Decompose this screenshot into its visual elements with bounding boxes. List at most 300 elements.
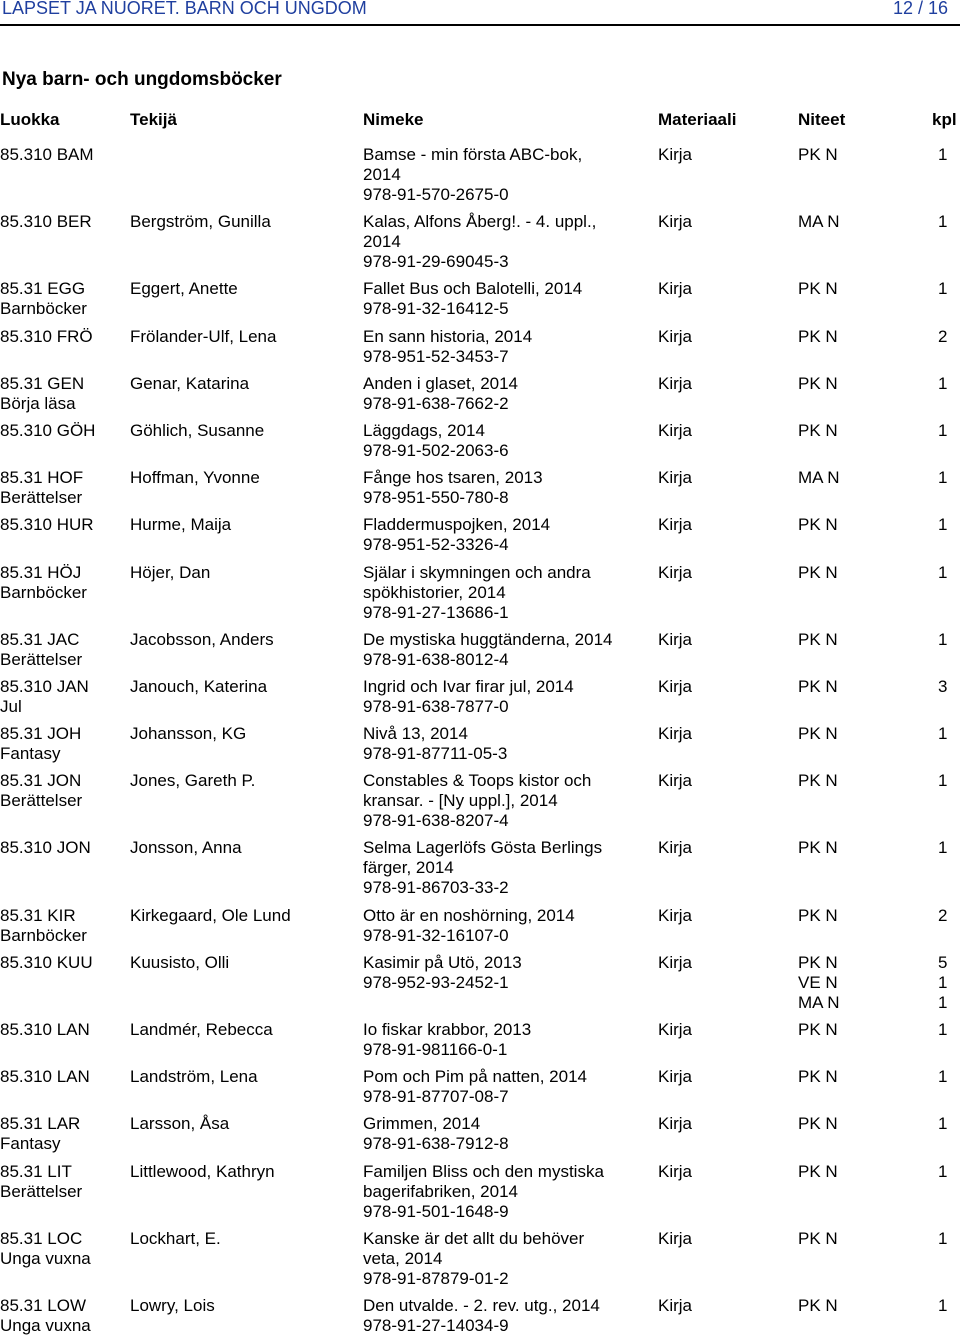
title-cell-line: Fladdermuspojken, 2014 xyxy=(363,515,551,535)
classification-cell-line: 85.31 LAR xyxy=(0,1114,81,1134)
title-cell-line: Kanske är det allt du behöver xyxy=(363,1228,585,1248)
author-cell xyxy=(130,677,267,697)
classification-cell xyxy=(0,906,87,946)
title-cell-line: 978-91-86703-33-2 xyxy=(363,878,509,898)
material-cell-line: Kirja xyxy=(658,515,693,535)
classification-cell xyxy=(0,1296,91,1336)
location-cell-line: PK N xyxy=(798,145,838,164)
classification-cell-line: 85.310 BER xyxy=(0,212,92,232)
author-cell-line: Hoffman, Yvonne xyxy=(130,468,260,488)
title-cell-line: 978-91-87879-01-2 xyxy=(363,1268,509,1288)
location-cell xyxy=(798,145,838,165)
table-row xyxy=(0,421,960,468)
title-cell-line: kransar. - [Ny uppl.], 2014 xyxy=(363,791,558,811)
author-cell-line: Hurme, Maija xyxy=(130,515,232,535)
title-cell-line: 978-951-52-3326-4 xyxy=(363,535,509,555)
count-cell xyxy=(938,374,947,394)
count-cell-line: 2 xyxy=(938,905,948,925)
title-cell-line: 978-91-638-8012-4 xyxy=(363,649,509,669)
classification-cell xyxy=(0,563,87,603)
location-cell xyxy=(798,1020,838,1040)
location-cell xyxy=(798,771,838,791)
table-row xyxy=(0,953,960,1020)
count-cell-line: 1 xyxy=(938,212,948,232)
title-cell-line: 978-952-93-2452-1 xyxy=(363,972,509,992)
title-cell xyxy=(363,515,550,555)
location-cell xyxy=(798,279,838,299)
material-cell-line: Kirja xyxy=(658,676,693,696)
author-cell xyxy=(130,212,271,232)
location-cell xyxy=(798,327,838,347)
material-cell xyxy=(658,724,692,744)
classification-cell-line: 85.31 LOW xyxy=(0,1295,86,1315)
title-cell-line: 978-951-52-3453-7 xyxy=(363,346,509,366)
title-cell-line: spökhistorier, 2014 xyxy=(363,582,506,602)
author-cell-line: Genar, Katarina xyxy=(130,373,250,393)
classification-cell xyxy=(0,327,93,347)
classification-cell-line: Jul xyxy=(0,696,22,716)
count-cell-line: 1 xyxy=(938,1161,948,1181)
title-cell xyxy=(363,906,575,946)
classification-cell xyxy=(0,374,84,414)
count-cell-line: 1 xyxy=(938,562,948,582)
location-cell-line: PK N xyxy=(798,1020,838,1039)
count-cell-line: 1 xyxy=(938,420,948,440)
location-cell-line: PK N xyxy=(798,326,838,346)
count-cell-line: 1 xyxy=(938,972,948,992)
author-cell-line: Johansson, KG xyxy=(130,724,247,744)
author-cell xyxy=(130,953,229,973)
classification-cell-line: 85.31 HOF xyxy=(0,468,84,488)
classification-cell-line: Barnböcker xyxy=(0,925,87,945)
table-row xyxy=(0,468,960,515)
material-cell xyxy=(658,953,692,973)
location-cell xyxy=(798,374,838,394)
classification-cell xyxy=(0,1162,82,1202)
table-row xyxy=(0,724,960,771)
material-cell xyxy=(658,327,692,347)
classification-cell xyxy=(0,421,95,441)
location-cell-line: PK N xyxy=(798,1161,838,1181)
title-cell xyxy=(363,771,591,831)
count-cell-line: 1 xyxy=(938,373,948,393)
material-cell xyxy=(658,212,692,232)
count-cell-line: 1 xyxy=(938,724,948,744)
location-cell xyxy=(798,515,838,535)
location-cell-line: PK N xyxy=(798,279,838,299)
count-cell xyxy=(938,145,947,165)
title-cell-line: 978-91-638-7912-8 xyxy=(363,1134,509,1154)
material-cell xyxy=(658,374,692,394)
material-cell-line: Kirja xyxy=(658,771,693,791)
author-cell xyxy=(130,771,255,791)
material-cell xyxy=(658,279,692,299)
classification-cell-line: 85.31 JAC xyxy=(0,629,80,649)
author-cell-line: Larsson, Åsa xyxy=(130,1114,230,1134)
material-cell xyxy=(658,468,692,488)
location-cell-line: MA N xyxy=(798,468,840,488)
material-cell-line: Kirja xyxy=(658,279,693,299)
material-cell-line: Kirja xyxy=(658,468,693,488)
material-cell xyxy=(658,515,692,535)
count-cell xyxy=(938,838,947,858)
count-cell xyxy=(938,279,947,299)
title-cell-line: 978-91-501-1648-9 xyxy=(363,1201,509,1221)
location-cell xyxy=(798,1067,838,1087)
title-cell-line: Kasimir på Utö, 2013 xyxy=(363,952,522,972)
classification-cell-line: Fantasy xyxy=(0,1134,61,1154)
table-row xyxy=(0,630,960,677)
count-cell xyxy=(938,1067,947,1087)
title-cell-line: Nivå 13, 2014 xyxy=(363,724,468,744)
table-row xyxy=(0,771,960,838)
location-cell xyxy=(798,468,840,488)
count-cell-line: 1 xyxy=(938,992,948,1012)
author-cell-line: Landström, Lena xyxy=(130,1067,258,1087)
author-cell-line: Jacobsson, Anders xyxy=(130,629,274,649)
count-cell xyxy=(938,1162,947,1182)
count-cell xyxy=(938,515,947,535)
classification-cell xyxy=(0,838,91,858)
title-cell-line: 978-91-570-2675-0 xyxy=(363,185,509,204)
classification-cell xyxy=(0,1020,90,1040)
classification-cell-line: Barnböcker xyxy=(0,299,87,319)
classification-cell-line: 85.31 JOH xyxy=(0,724,82,744)
classification-cell-line: 85.31 KIR xyxy=(0,905,76,925)
location-cell-line: PK N xyxy=(798,952,838,972)
title-cell xyxy=(363,563,591,623)
document-title: LAPSET JA NUORET. BARN OCH UNGDOM xyxy=(2,0,367,18)
location-cell-line: PK N xyxy=(798,676,838,696)
material-cell xyxy=(658,771,692,791)
author-cell xyxy=(130,279,238,299)
material-cell xyxy=(658,1229,692,1249)
table-row xyxy=(0,145,960,212)
classification-cell-line: Berättelser xyxy=(0,649,83,669)
author-cell xyxy=(130,1162,275,1182)
author-cell xyxy=(130,1296,215,1316)
material-cell xyxy=(658,838,692,858)
author-cell-line: Lockhart, E. xyxy=(130,1228,221,1248)
classification-cell-line: 85.310 KUU xyxy=(0,952,93,972)
material-cell xyxy=(658,630,692,650)
column-header-tekija: Tekijä xyxy=(130,110,177,129)
location-cell xyxy=(798,1162,838,1182)
classification-cell-line: 85.31 GEN xyxy=(0,373,85,393)
author-cell xyxy=(130,374,249,394)
count-cell xyxy=(938,421,947,441)
classification-cell-line: Barnböcker xyxy=(0,582,87,602)
author-cell xyxy=(130,630,274,650)
title-cell xyxy=(363,1067,587,1107)
material-cell xyxy=(658,1067,692,1087)
count-cell-line: 1 xyxy=(938,1228,948,1248)
material-cell xyxy=(658,145,692,165)
count-cell-line: 1 xyxy=(938,1020,948,1039)
table-row xyxy=(0,1162,960,1229)
material-cell xyxy=(658,1114,692,1134)
location-cell xyxy=(798,724,838,744)
location-cell xyxy=(798,421,838,441)
author-cell xyxy=(130,1114,229,1134)
book-list xyxy=(0,145,960,1343)
count-cell xyxy=(938,906,947,926)
location-cell xyxy=(798,630,838,650)
title-cell-line: 978-91-638-7877-0 xyxy=(363,696,509,716)
count-cell-line: 2 xyxy=(938,326,948,346)
title-cell-line: Otto är en noshörning, 2014 xyxy=(363,905,575,925)
material-cell-line: Kirja xyxy=(658,838,693,858)
classification-cell xyxy=(0,212,92,232)
author-cell-line: Kirkegaard, Ole Lund xyxy=(130,905,291,925)
classification-cell-line: 85.31 EGG xyxy=(0,279,86,299)
location-cell xyxy=(798,906,838,926)
classification-cell xyxy=(0,468,83,508)
author-cell xyxy=(130,421,264,441)
title-cell xyxy=(363,1114,509,1154)
classification-cell-line: 85.31 HÖJ xyxy=(0,562,82,582)
count-cell-line: 1 xyxy=(938,279,948,299)
count-cell-line: 1 xyxy=(938,771,948,791)
title-cell xyxy=(363,212,596,272)
material-cell-line: Kirja xyxy=(658,1295,693,1315)
location-cell xyxy=(798,1296,838,1316)
author-cell-line: Höjer, Dan xyxy=(130,562,211,582)
count-cell-line: 3 xyxy=(938,676,948,696)
title-cell-line: 978-91-32-16412-5 xyxy=(363,299,509,319)
material-cell-line: Kirja xyxy=(658,1067,693,1087)
location-cell-line: PK N xyxy=(798,905,838,925)
location-cell xyxy=(798,1229,838,1249)
title-cell xyxy=(363,838,602,898)
title-cell-line: 978-91-638-7662-2 xyxy=(363,393,509,413)
material-cell xyxy=(658,677,692,697)
classification-cell xyxy=(0,724,81,764)
table-row xyxy=(0,1229,960,1296)
table-row xyxy=(0,327,960,374)
table-row xyxy=(0,374,960,421)
author-cell-line: Göhlich, Susanne xyxy=(130,420,265,440)
classification-cell-line: 85.310 JON xyxy=(0,838,91,858)
classification-cell-line: 85.31 LOC xyxy=(0,1228,83,1248)
material-cell xyxy=(658,1296,692,1316)
location-cell xyxy=(798,838,838,858)
table-row xyxy=(0,906,960,953)
title-cell-line: Fånge hos tsaren, 2013 xyxy=(363,468,543,488)
classification-cell-line: Fantasy xyxy=(0,744,61,764)
location-cell xyxy=(798,677,838,697)
column-header-nimeke: Nimeke xyxy=(363,110,424,129)
table-row xyxy=(0,1114,960,1161)
title-cell-line: Constables & Toops kistor och xyxy=(363,771,592,791)
location-cell-line: PK N xyxy=(798,1228,838,1248)
page-header xyxy=(0,0,960,26)
material-cell-line: Kirja xyxy=(658,1228,693,1248)
classification-cell-line: Unga vuxna xyxy=(0,1248,91,1268)
table-row xyxy=(0,838,960,905)
title-cell-line: De mystiska huggtänderna, 2014 xyxy=(363,629,613,649)
title-cell-line: 978-91-638-8207-4 xyxy=(363,811,509,831)
location-cell-line: PK N xyxy=(798,629,838,649)
table-row xyxy=(0,515,960,562)
title-cell-line: Io fiskar krabbor, 2013 xyxy=(363,1020,532,1039)
classification-cell xyxy=(0,145,94,165)
count-cell-line: 1 xyxy=(938,515,948,535)
material-cell-line: Kirja xyxy=(658,420,693,440)
location-cell-line: PK N xyxy=(798,562,838,582)
author-cell-line: Jonsson, Anna xyxy=(130,838,242,858)
author-cell xyxy=(130,327,276,347)
column-header-niteet: Niteet xyxy=(798,110,846,129)
table-row xyxy=(0,1067,960,1114)
classification-cell-line: 85.310 HUR xyxy=(0,515,94,535)
classification-cell-line: Berättelser xyxy=(0,488,83,508)
location-cell xyxy=(798,563,838,583)
title-cell-line: Ingrid och Ivar firar jul, 2014 xyxy=(363,676,574,696)
title-cell xyxy=(363,630,613,670)
author-cell xyxy=(130,1229,221,1249)
count-cell xyxy=(938,1020,947,1040)
title-cell-line: Anden i glaset, 2014 xyxy=(363,373,519,393)
table-row xyxy=(0,1296,960,1343)
section-title: Nya barn- och ungdomsböcker xyxy=(2,69,282,90)
count-cell-line: 1 xyxy=(938,1067,948,1087)
material-cell xyxy=(658,421,692,441)
title-cell xyxy=(363,468,543,508)
location-cell-line: PK N xyxy=(798,420,838,440)
author-cell-line: Eggert, Anette xyxy=(130,279,238,299)
count-cell xyxy=(938,677,947,697)
table-row xyxy=(0,279,960,326)
title-cell-line: Fallet Bus och Balotelli, 2014 xyxy=(363,279,583,299)
count-cell-line: 5 xyxy=(938,952,948,972)
material-cell-line: Kirja xyxy=(658,212,693,232)
title-cell-line: Selma Lagerlöfs Gösta Berlings xyxy=(363,838,603,858)
location-cell xyxy=(798,953,840,1013)
title-cell xyxy=(363,724,507,764)
title-cell-line: Grimmen, 2014 xyxy=(363,1114,481,1134)
material-cell xyxy=(658,563,692,583)
classification-cell-line: 85.310 BAM xyxy=(0,145,94,164)
material-cell-line: Kirja xyxy=(658,326,693,346)
count-cell xyxy=(938,327,947,347)
material-cell-line: Kirja xyxy=(658,145,693,164)
material-cell-line: Kirja xyxy=(658,629,693,649)
count-cell xyxy=(938,1229,947,1249)
count-cell-line: 1 xyxy=(938,838,948,858)
title-cell-line: 2014 xyxy=(363,165,401,184)
classification-cell xyxy=(0,677,89,717)
title-cell xyxy=(363,1229,584,1289)
classification-cell xyxy=(0,1114,80,1154)
column-header-luokka: Luokka xyxy=(0,110,60,129)
location-cell-line: PK N xyxy=(798,1067,838,1087)
column-header-materiaali: Materiaali xyxy=(658,110,737,129)
count-cell-line: 1 xyxy=(938,629,948,649)
title-cell-line: 978-91-87707-08-7 xyxy=(363,1087,509,1107)
count-cell xyxy=(938,630,947,650)
material-cell-line: Kirja xyxy=(658,952,693,972)
classification-cell xyxy=(0,1067,90,1087)
title-cell-line: 2014 xyxy=(363,232,401,252)
title-cell xyxy=(363,421,509,461)
title-cell-line: Familjen Bliss och den mystiska xyxy=(363,1161,604,1181)
author-cell-line: Jones, Gareth P. xyxy=(130,771,256,791)
material-cell xyxy=(658,1162,692,1182)
title-cell-line: 978-91-32-16107-0 xyxy=(363,925,509,945)
title-cell-line: 978-91-87711-05-3 xyxy=(363,744,508,764)
classification-cell-line: 85.310 LAN xyxy=(0,1067,90,1087)
author-cell xyxy=(130,515,231,535)
count-cell xyxy=(938,1296,947,1316)
location-cell-line: MA N xyxy=(798,992,840,1012)
title-cell-line: Läggdags, 2014 xyxy=(363,420,485,440)
author-cell xyxy=(130,724,246,744)
classification-cell-line: 85.31 LIT xyxy=(0,1161,72,1181)
author-cell xyxy=(130,563,210,583)
classification-cell-line: Berättelser xyxy=(0,791,83,811)
classification-cell-line: 85.310 FRÖ xyxy=(0,326,93,346)
author-cell xyxy=(130,906,291,926)
count-cell xyxy=(938,724,947,744)
title-cell-line: bagerifabriken, 2014 xyxy=(363,1181,519,1201)
count-cell xyxy=(938,563,947,583)
classification-cell-line: Börja läsa xyxy=(0,393,76,413)
classification-cell-line: 85.310 GÖH xyxy=(0,420,96,440)
count-cell xyxy=(938,212,947,232)
classification-cell-line: 85.310 LAN xyxy=(0,1020,90,1039)
classification-cell-line: 85.310 JAN xyxy=(0,676,89,696)
count-cell-line: 1 xyxy=(938,1295,948,1315)
author-cell-line: Littlewood, Kathryn xyxy=(130,1161,275,1181)
material-cell-line: Kirja xyxy=(658,1114,693,1134)
location-cell-line: PK N xyxy=(798,838,838,858)
location-cell xyxy=(798,212,840,232)
title-cell xyxy=(363,1020,531,1060)
material-cell xyxy=(658,1020,692,1040)
title-cell xyxy=(363,677,574,717)
location-cell-line: PK N xyxy=(798,373,838,393)
count-cell-line: 1 xyxy=(938,145,948,164)
table-row xyxy=(0,1020,960,1067)
author-cell-line: Landmér, Rebecca xyxy=(130,1020,273,1039)
classification-cell xyxy=(0,771,82,811)
title-cell-line: Den utvalde. - 2. rev. utg., 2014 xyxy=(363,1295,600,1315)
location-cell-line: PK N xyxy=(798,724,838,744)
title-cell-line: En sann historia, 2014 xyxy=(363,326,533,346)
material-cell-line: Kirja xyxy=(658,1020,693,1039)
author-cell-line: Lowry, Lois xyxy=(130,1295,215,1315)
table-row xyxy=(0,563,960,630)
location-cell-line: PK N xyxy=(798,771,838,791)
title-cell xyxy=(363,374,518,414)
title-cell-line: Pom och Pim på natten, 2014 xyxy=(363,1067,587,1087)
location-cell-line: PK N xyxy=(798,515,838,535)
classification-cell-line: Unga vuxna xyxy=(0,1315,91,1335)
author-cell xyxy=(130,838,242,858)
author-cell xyxy=(130,468,260,488)
table-row xyxy=(0,212,960,279)
classification-cell-line: Berättelser xyxy=(0,1181,83,1201)
title-cell-line: färger, 2014 xyxy=(363,858,454,878)
author-cell-line: Frölander-Ulf, Lena xyxy=(130,326,277,346)
count-cell xyxy=(938,771,947,791)
title-cell xyxy=(363,327,532,367)
classification-cell-line: 85.31 JON xyxy=(0,771,82,791)
title-cell xyxy=(363,1296,600,1336)
classification-cell xyxy=(0,630,82,670)
location-cell xyxy=(798,1114,838,1134)
